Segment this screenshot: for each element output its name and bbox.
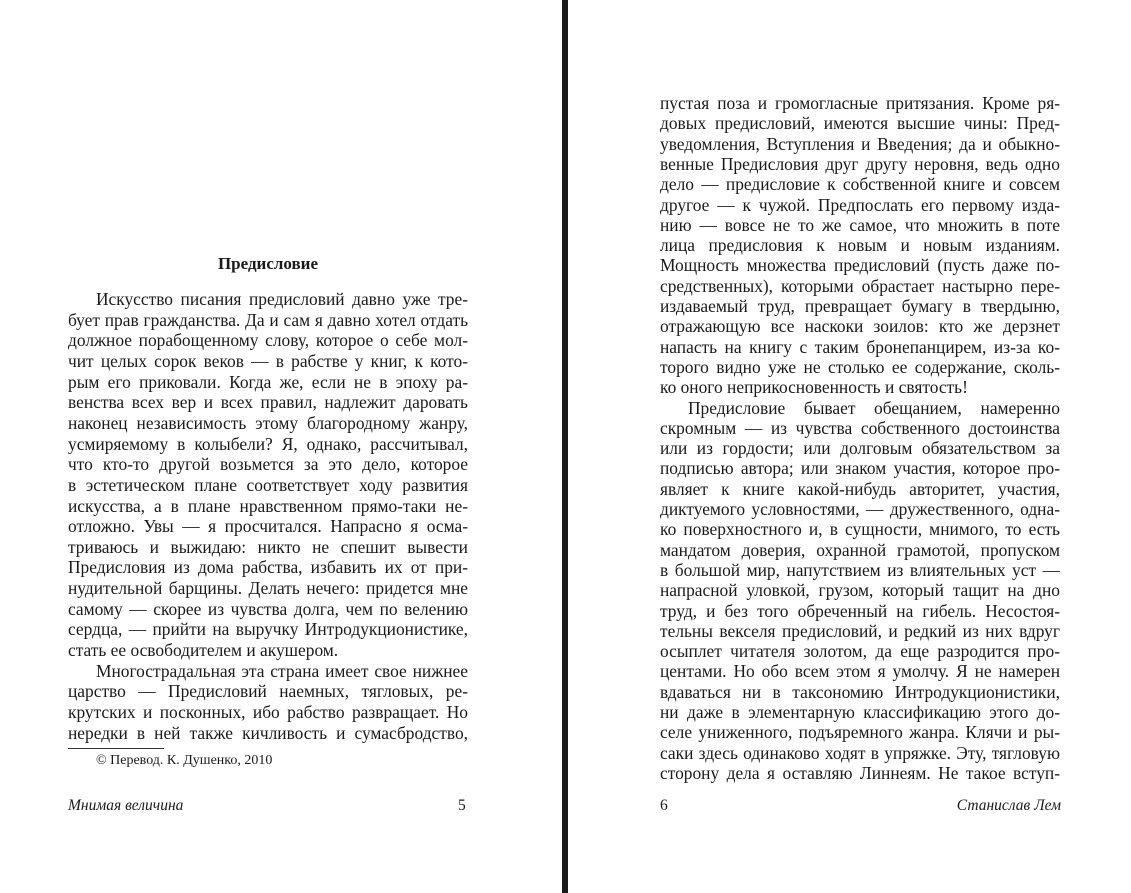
text-line: уведомления, Вступления и Введения; да и обыкно-: [660, 133, 1060, 154]
text-line: должное порабощенному слову, которое о себе мол-: [68, 330, 468, 351]
footnote-rule: [68, 748, 164, 749]
text-line: вдаваться ни в таксономию Интродукционистики,: [660, 681, 1060, 702]
text-line: Предисловия из дома рабства, избавить их от при-: [68, 557, 468, 578]
text-line: ко поверхностного и, в сущности, мнимого, то есть: [660, 519, 1060, 540]
text-line: лица предисловия к новым и новым изданиям.: [660, 235, 1060, 256]
left-page: [0, 0, 562, 893]
text-line: нию — вовсе не то же самое, что множить в поте: [660, 214, 1060, 235]
text-line: в эстетическом плане соответствует ходу развития: [68, 474, 468, 495]
text-line: крутских и посконных, ибо рабство развращает. Но: [68, 702, 468, 722]
text-line: триваюсь и выжидаю: никто не спешит вывести: [68, 536, 468, 557]
text-line: или из гордости; или долговым обязательством за: [660, 438, 1060, 459]
text-line: Мощность множества предисловий (пусть даже по-: [660, 255, 1060, 276]
text-line: нередки в ней также кичливость и сумасбродство,: [68, 722, 468, 743]
text-line: в большой мир, напутствием из влиятельных уст —: [660, 559, 1060, 580]
text-line: торого видно уже не столько ее содержание, сколь-: [660, 356, 1060, 377]
text-line: напрасной уловкой, грузом, который тащит на дно: [660, 580, 1060, 601]
text-line: селе униженного, подъяремного жанра. Клячи и ры-: [660, 722, 1060, 743]
text-line: довых предисловий, имеются высшие чины: Пред-: [660, 113, 1060, 134]
text-line: другое — к чужой. Предпослать его первому изда-: [660, 194, 1060, 215]
text-line: Искусство писания предисловий давно уже тре-: [96, 289, 468, 309]
text-line: мандатом доверия, охранной грамотой, пропуском: [660, 539, 1060, 560]
text-line: диктуемого условностями, — дружественного, одна-: [660, 499, 1060, 519]
right-page-number: 6: [660, 797, 668, 814]
left-running-title: Мнимая величина: [68, 797, 184, 814]
text-line: нудительной барщины. Делать нечего: придется мне: [68, 578, 468, 599]
text-line: бует прав гражданства. Да и сам я давно хотел отдать: [68, 309, 468, 330]
right-page: [568, 0, 1131, 893]
left-page-number: 5: [458, 797, 466, 814]
text-line: подписью автора; или знаком участия, которое про-: [660, 458, 1060, 479]
text-line: искусства, а в плане нравственном прямо-таки не-: [68, 495, 468, 516]
text-line: являет к книге какой-нибудь авторитет, участия,: [660, 478, 1060, 499]
text-line: тельны векселя предисловий, и редкий из них вдруг: [660, 620, 1060, 641]
text-line: отражающую все наскоки зоилов: кто же дерзнет: [660, 316, 1060, 337]
text-line: отложно. Увы — я просчитался. Напрасно я осма-: [68, 516, 468, 537]
text-line: ни даже в элементарную классификацию этого до-: [660, 702, 1060, 722]
right-running-title: Станислав Лем: [956, 797, 1061, 814]
text-line: рым его приковали. Когда же, если не в эпоху ра-: [68, 371, 468, 392]
text-line: венства всех вер и всех правил, надлежит даровать: [68, 392, 468, 413]
text-line: усмиряемому в колыбели? Я, однако, рассчитывал,: [68, 433, 468, 454]
text-line: осыплет читателя золотом, да еще разродится про-: [660, 641, 1060, 662]
translation-footnote: © Перевод. К. Душенко, 2010: [96, 753, 273, 768]
text-line: саки здесь одинаково ходят в упряжке. Эту, тягловую: [660, 742, 1060, 763]
text-line: пустая поза и громогласные притязания. Кроме ря-: [660, 93, 1060, 113]
text-line: Предисловие бывает обещанием, намеренно: [688, 397, 1060, 418]
text-line: напасть на книгу с таким бронепанцирем, из-за ко-: [660, 336, 1060, 357]
text-line: стать ее освободителем и акушером.: [68, 640, 339, 661]
text-line: сердца, — прийти на выручку Интродукционистике,: [68, 619, 468, 640]
chapter-heading: Предисловие: [217, 254, 319, 273]
text-line: царство — Предисловий наемных, тягловых, ре-: [68, 681, 468, 702]
text-line: Многострадальная эта страна имеет свое нижнее: [96, 660, 468, 681]
text-line: венные Предисловия друг другу неровня, ведь одно: [660, 153, 1060, 174]
text-line: чит целых сорок веков — в рабстве у книг, к кото-: [68, 350, 468, 371]
text-line: центами. Но обо всем этом я умолчу. Я не намерен: [660, 661, 1060, 682]
text-line: самому — скорее из чувства долга, чем по велению: [68, 598, 468, 619]
text-line: сторону дела я оставляю Линнеям. Не такое вступ-: [660, 762, 1060, 783]
text-line: труд, и без того обреченный на гибель. Несостоя-: [660, 600, 1060, 621]
text-line: что кто-то другой возьмется за это дело, которое: [68, 454, 468, 475]
text-line: дело — предисловие к собственной книге и совсем: [660, 174, 1060, 195]
text-line: скромным — из чувства собственного достоинства: [660, 417, 1060, 438]
text-line: наконец независимость этому благородному жанру,: [68, 412, 468, 433]
text-line: средственных), которыми обрастает настырно пере-: [660, 275, 1060, 296]
text-line: издаваемый труд, превращает бумагу в твердыню,: [660, 296, 1060, 316]
text-line: ко оного неприкосновенность и святость!: [660, 377, 968, 398]
